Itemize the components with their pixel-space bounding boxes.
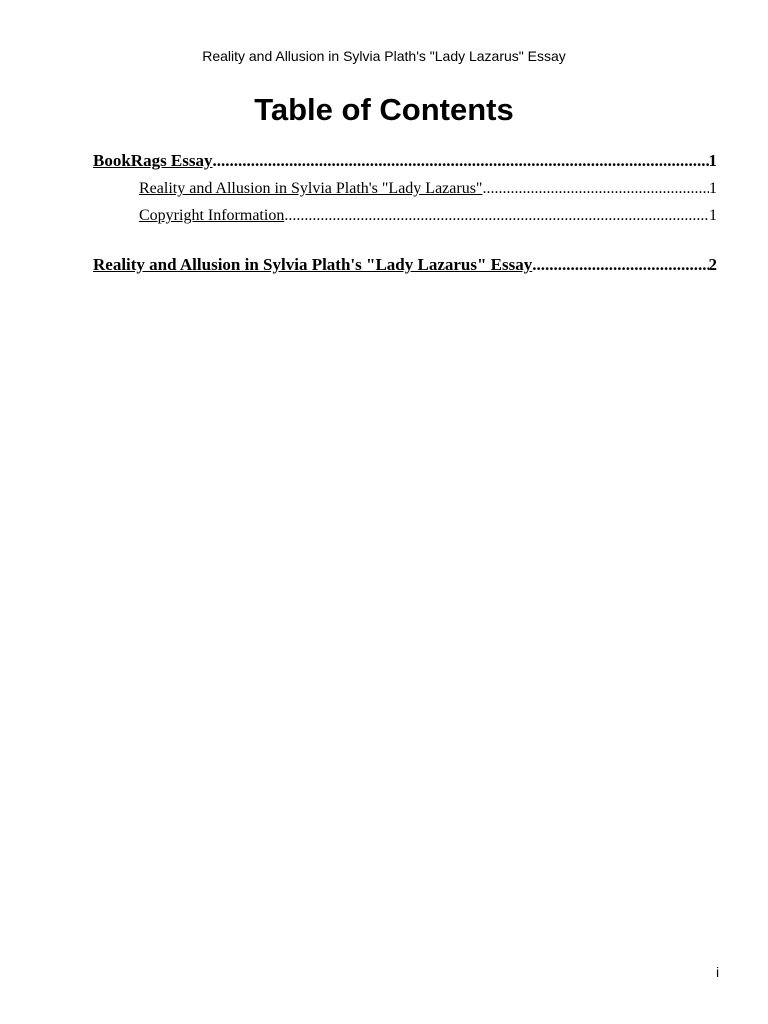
toc-link-essay[interactable]: Reality and Allusion in Sylvia Plath's "Lady Lazarus" Essay [93,255,533,274]
toc-entry-essay[interactable] [93,254,717,276]
toc-link-reality-and-allusion[interactable]: Reality and Allusion in Sylvia Plath's "Lady Lazarus" [139,180,483,197]
dot-leader [213,150,709,172]
toc-page-number: 1 [709,207,717,224]
toc-entry-bookrags-essay[interactable] [93,150,717,172]
page-title: Table of Contents [254,92,514,127]
table-of-contents [93,150,717,276]
toc-link-copyright-information[interactable]: Copyright Information [139,207,285,224]
dot-leader [482,178,709,200]
page-number: i [716,964,720,980]
toc-entry-copyright-information[interactable] [93,205,717,227]
dot-leader [284,205,709,227]
toc-page-number: 2 [708,255,717,274]
toc-page-number: 1 [709,180,717,197]
toc-entry-reality-and-allusion[interactable] [93,178,717,200]
toc-link-bookrags-essay[interactable]: BookRags Essay [93,151,213,170]
dot-leader [532,254,708,276]
page-header: Reality and Allusion in Sylvia Plath's "Lady Lazarus" Essay [202,48,566,64]
toc-page-number: 1 [708,151,717,170]
